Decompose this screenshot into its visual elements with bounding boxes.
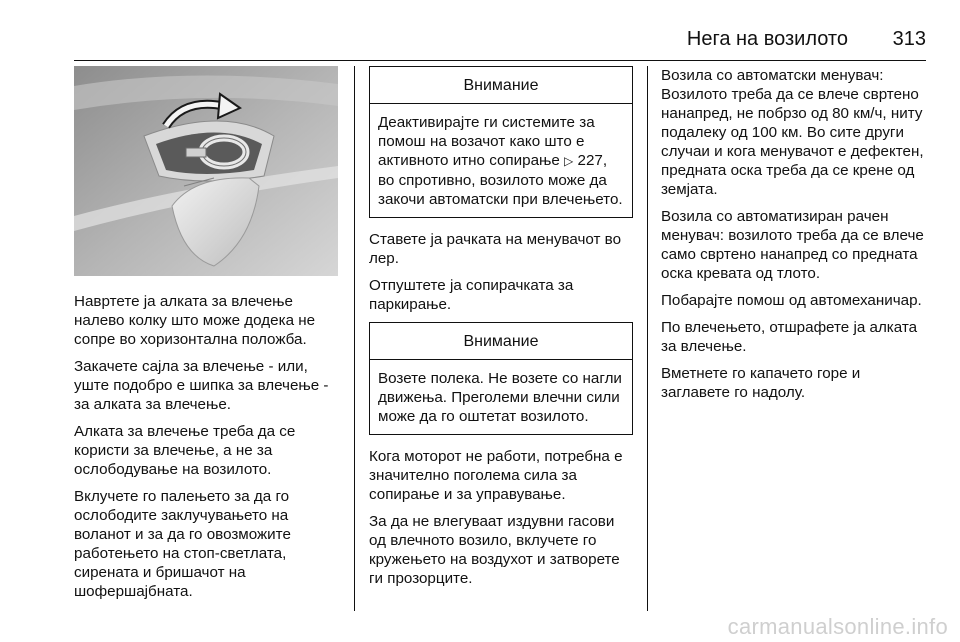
- warning-box: [369, 322, 633, 435]
- paragraph: Вметнете го капачето горе и заглавете го надолу.: [661, 365, 861, 401]
- page-number: 313: [892, 28, 926, 50]
- paragraph: Возила со автоматизиран рачен менувач: возилото треба да се влече само свртено нанапред со предната оска кревата од тлото.: [661, 208, 924, 282]
- towing-eye-image: [74, 66, 338, 276]
- paragraph: Закачете сајла за влечење - или, уште подобро е шипка за влечење - за алката за влечење.: [74, 358, 329, 413]
- column-1: [74, 66, 342, 609]
- paragraph: Алката за влечење треба да се користи за влечење, а не за ослободување на возилото.: [74, 423, 296, 478]
- paragraph: Навртете ја алката за влечење налево колку што може додека не сопре во хоризонтална положба.: [74, 293, 316, 348]
- column-3: [661, 66, 933, 410]
- warning-box: [369, 66, 633, 218]
- column-divider: [647, 66, 648, 611]
- paragraph: По влечењето, отшрафете ја алката за влечење.: [661, 319, 918, 355]
- page-reference-arrow-icon: ▷: [564, 154, 574, 168]
- page-title: Нега на возилото: [686, 28, 848, 50]
- paragraph: Возила со автоматски менувач: Возилото треба да се влече свртено нанапред, не побрзо од 80 км/ч, ниту подалеку од 100 км. Во сите други случаи и кога менувачот е дефектен, предната оска треба да се крене од земјата.: [661, 67, 924, 198]
- page-reference[interactable]: 227: [577, 152, 603, 169]
- warning-title: Внимание: [370, 67, 632, 104]
- header-rule: [74, 60, 926, 61]
- column-2: [369, 66, 633, 596]
- warning-title: Внимание: [370, 323, 632, 360]
- paragraph: Побарајте помош од автомеханичар.: [661, 292, 922, 309]
- warning-text-part: Деактивирајте ги системите за помош на возачот како што е активното итно сопирање: [378, 114, 595, 169]
- column-divider: [354, 66, 355, 611]
- page-header: [74, 22, 926, 58]
- paragraph: Ставете ја рачката на менувачот во лер.: [369, 231, 622, 267]
- warning-text: [370, 104, 632, 217]
- warning-text: Возете полека. Не возете со нагли движења. Преголеми влечни сили може да го оштетат возилото.: [378, 370, 622, 425]
- paragraph: Кога моторот не работи, потребна е значително поголема сила за сопирање и за управување.: [369, 448, 623, 503]
- watermark: carmanualsonline.info: [727, 614, 948, 639]
- towing-eye-illustration: [74, 66, 338, 276]
- paragraph: Вклучете го палењето за да го ослободите заклучувањето на воланот и за да го овозможите работењето на стоп-светлата, сирената и бришачот на шофершајбната.: [74, 488, 291, 600]
- paragraph: За да не влегуваат издувни гасови од влечното возило, вклучете го кружењето на воздухот и затворете ги прозорците.: [369, 513, 620, 587]
- warning-text-part: , во спротивно, возилото може да закочи автоматски при влечењето.: [378, 152, 623, 208]
- paragraph: Отпуштете ја сопирачката за паркирање.: [369, 277, 574, 313]
